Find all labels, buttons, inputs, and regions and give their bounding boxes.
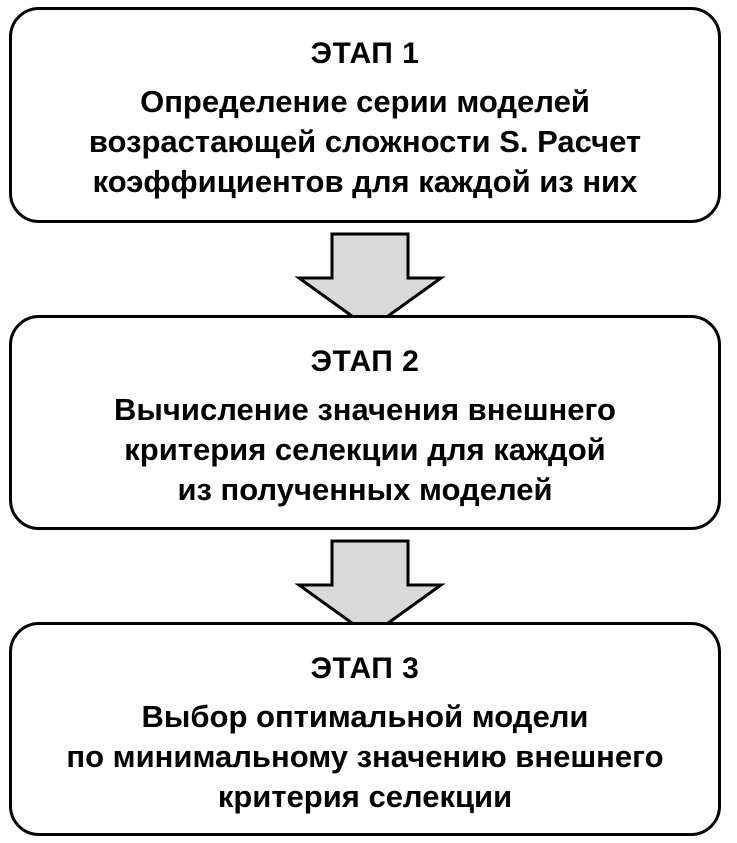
stage-1-line-2: возрастающей сложности S. Расчет <box>88 124 642 159</box>
stage-2-box <box>9 315 721 530</box>
stage-2-line-1: Вычисление значения внешнего <box>114 392 616 427</box>
stage-2-line-2: критерия селекции для каждой <box>124 432 606 467</box>
stage-1-line-3: коэффициентов для каждой из них <box>92 164 638 199</box>
stage-3-box <box>9 622 721 836</box>
stage-3-description <box>12 697 718 817</box>
stage-3-line-3: критерия селекции <box>217 779 513 814</box>
stage-3-line-2: по минимальному значению внешнего <box>66 739 664 774</box>
stage-3-title: ЭТАП 3 <box>310 652 420 685</box>
stage-2-line-3: из полученных моделей <box>177 472 553 507</box>
stage-2-title: ЭТАП 2 <box>310 345 420 378</box>
stage-3-line-1: Выбор оптимальной модели <box>141 699 589 734</box>
stage-1-title: ЭТАП 1 <box>310 37 420 70</box>
stage-1-line-1: Определение серии моделей <box>140 84 590 119</box>
stage-1-box <box>9 7 721 223</box>
stage-1-description <box>12 82 718 202</box>
stage-2-description <box>12 390 718 510</box>
